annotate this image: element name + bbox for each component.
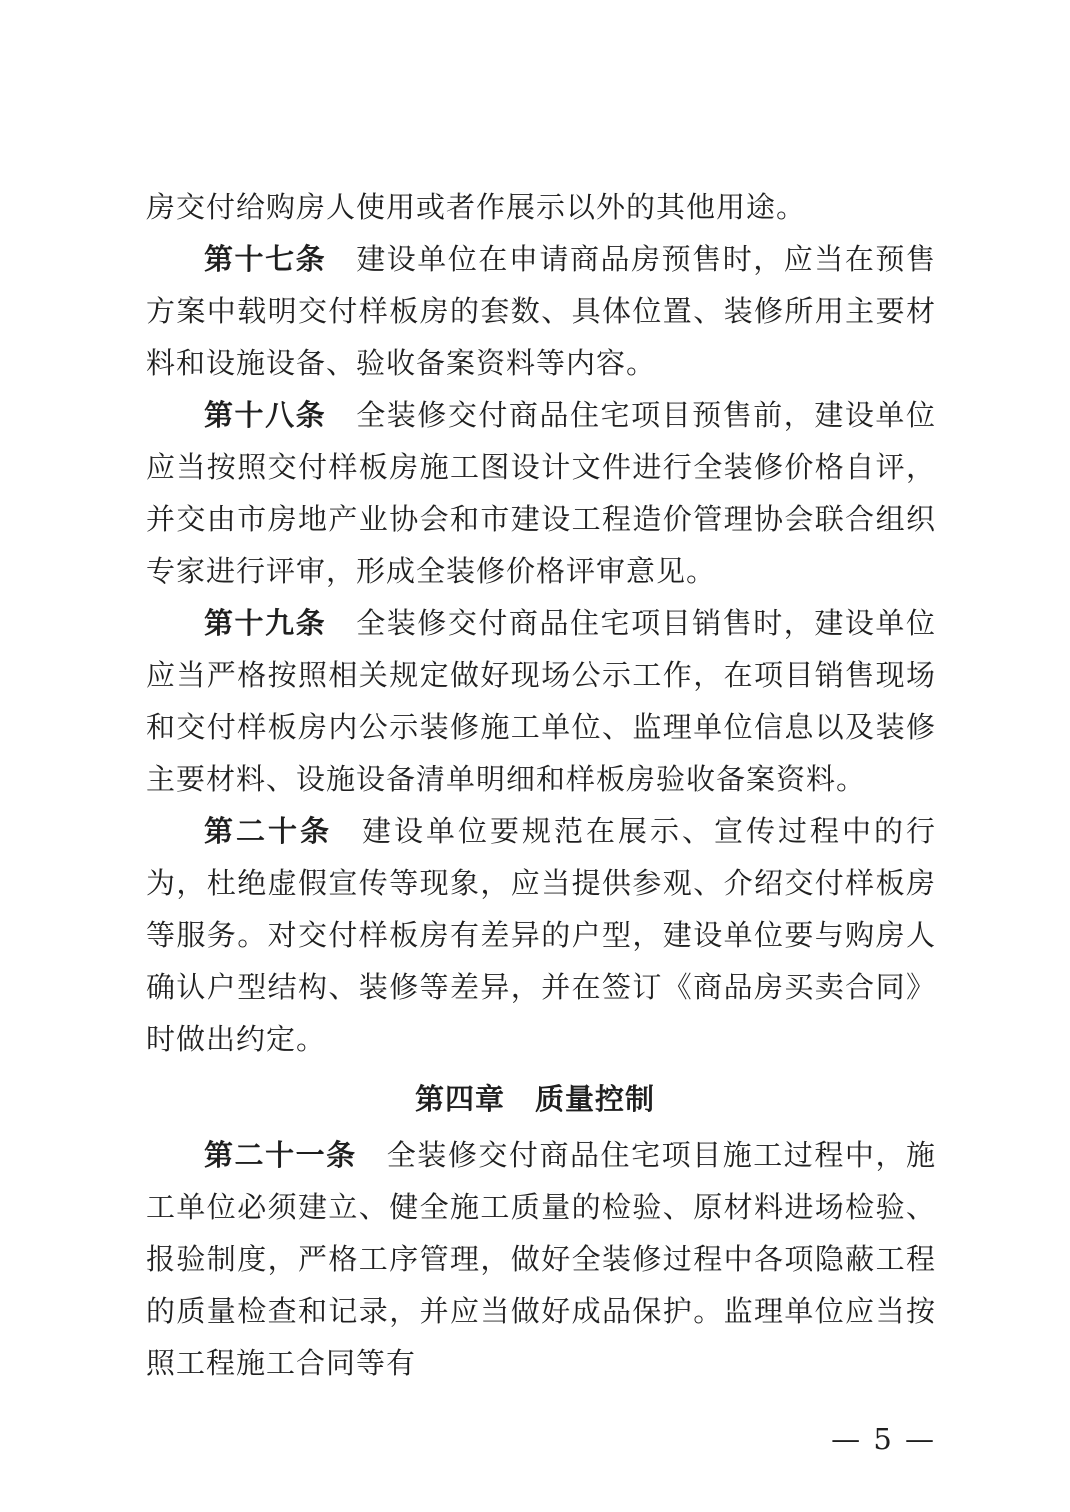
- continuation-paragraph: 房交付给购房人使用或者作展示以外的其他用途。: [146, 190, 807, 224]
- article-17: [146, 233, 936, 389]
- article-text: 建设单位要规范在展示、宣传过程中的行为，杜绝虚假宣传等现象，应当提供参观、介绍交付样板房等服务。对交付样板房有差异的户型，建设单位要与购房人确认户型结构、装修等差异，并在签订《商品房买卖合同》时做出约定。: [146, 814, 936, 1056]
- article-label: 第十九条: [204, 606, 327, 640]
- page-number: — 5 —: [831, 1422, 936, 1456]
- chapter-title: 质量控制: [535, 1082, 656, 1116]
- chapter-number: 第四章: [414, 1082, 505, 1116]
- body-text-upper: [146, 181, 936, 1065]
- article-21: [146, 1129, 936, 1389]
- article-20: [146, 805, 936, 1065]
- article-text: 建设单位在申请商品房预售时，应当在预售方案中载明交付样板房的套数、具体位置、装修所用主要材料和设施设备、验收备案资料等内容。: [146, 242, 936, 380]
- article-label: 第十七条: [204, 242, 327, 276]
- article-text: 全装修交付商品住宅项目预售前，建设单位应当按照交付样板房施工图设计文件进行全装修价格自评，并交由市房地产业协会和市建设工程造价管理协会联合组织专家进行评审，形成全装修价格评审意见。: [146, 398, 936, 588]
- article-label: 第十八条: [204, 398, 327, 432]
- body-text-lower: [146, 1129, 936, 1389]
- chapter-heading: [0, 1077, 1070, 1118]
- article-label: 第二十一条: [204, 1138, 357, 1172]
- article-19: [146, 597, 936, 805]
- article-text: 全装修交付商品住宅项目施工过程中，施工单位必须建立、健全施工质量的检验、原材料进场检验、报验制度，严格工序管理，做好全装修过程中各项隐蔽工程的质量检查和记录，并应当做好成品保护。监理单位应当按照工程施工合同等有: [146, 1138, 936, 1380]
- article-text: 全装修交付商品住宅项目销售时，建设单位应当严格按照相关规定做好现场公示工作，在项目销售现场和交付样板房内公示装修施工单位、监理单位信息以及装修主要材料、设施设备清单明细和样板房验收备案资料。: [146, 606, 936, 796]
- article-label: 第二十条: [204, 814, 332, 848]
- article-18: [146, 389, 936, 597]
